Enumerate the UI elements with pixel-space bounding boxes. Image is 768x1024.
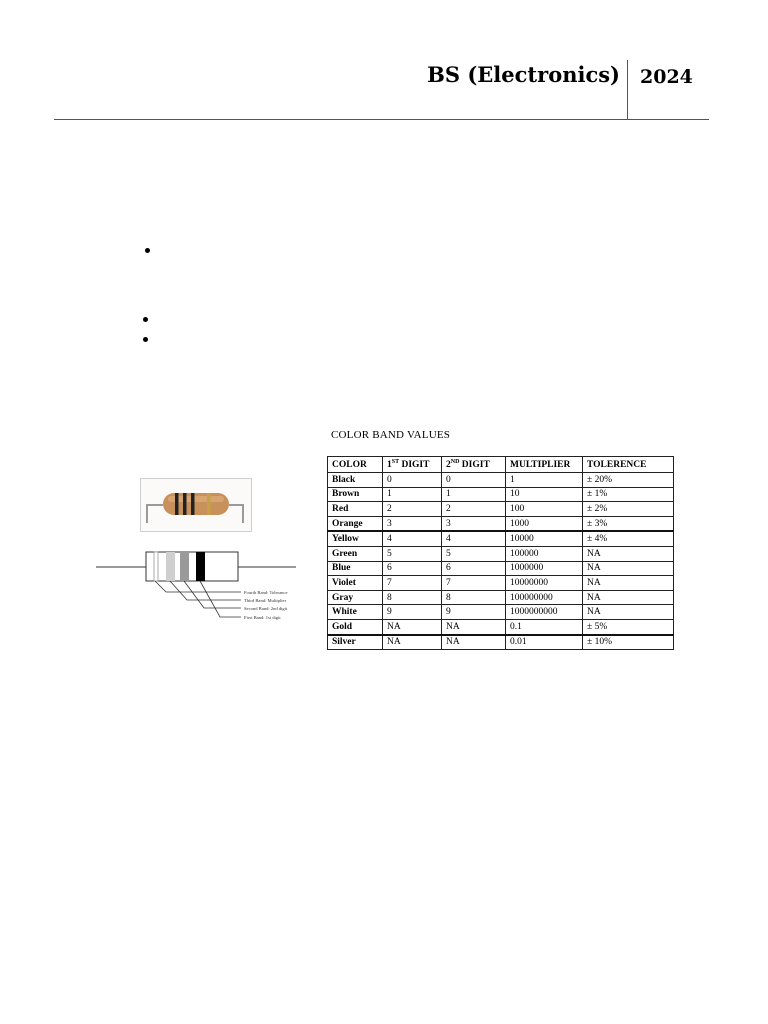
resistor-photo (140, 478, 252, 532)
cell-multiplier: 10000 (506, 531, 583, 546)
cell-second-digit: 9 (442, 605, 506, 620)
cell-first-digit: 9 (383, 605, 442, 620)
table-row (328, 619, 674, 634)
cell-first-digit: 3 (383, 516, 442, 531)
cell-tolerance: ± 1% (583, 487, 674, 502)
table-caption: COLOR BAND VALUES (331, 429, 451, 441)
cell-color: Black (328, 473, 383, 488)
cell-tolerance: NA (583, 561, 674, 576)
cell-first-digit: NA (383, 635, 442, 650)
cell-second-digit: NA (442, 619, 506, 634)
table-row (328, 531, 674, 546)
cell-color: White (328, 605, 383, 620)
col-first-sup: ST (391, 458, 400, 465)
cell-tolerance: NA (583, 590, 674, 605)
cell-second-digit: NA (442, 635, 506, 650)
diagram-label: Fourth Band: Tolerance (244, 590, 288, 595)
cell-multiplier: 1 (506, 473, 583, 488)
cell-tolerance: NA (583, 546, 674, 561)
cell-tolerance: NA (583, 605, 674, 620)
bullet-point (143, 317, 148, 322)
col-second-sup: ND (450, 458, 460, 465)
resistor-band-diagram (96, 540, 306, 630)
cell-first-digit: 2 (383, 502, 442, 517)
diagram-label: Second Band: 2nd digit (244, 606, 288, 611)
cell-first-digit: 8 (383, 590, 442, 605)
cell-tolerance: NA (583, 576, 674, 591)
col-second-rest: DIGIT (461, 460, 490, 471)
table-header-row (328, 457, 674, 473)
cell-multiplier: 100000000 (506, 590, 583, 605)
col-color: COLOR (328, 457, 383, 473)
cell-color: Red (328, 502, 383, 517)
cell-color: Brown (328, 487, 383, 502)
table-row (328, 473, 674, 488)
table-row (328, 561, 674, 576)
cell-multiplier: 0.01 (506, 635, 583, 650)
table-row (328, 605, 674, 620)
cell-tolerance: ± 10% (583, 635, 674, 650)
bullet-point (145, 248, 150, 253)
table-row (328, 502, 674, 517)
cell-first-digit: 1 (383, 487, 442, 502)
cell-multiplier: 0.1 (506, 619, 583, 634)
cell-second-digit: 4 (442, 531, 506, 546)
cell-color: Yellow (328, 531, 383, 546)
cell-second-digit: 2 (442, 502, 506, 517)
col-first-digit (383, 457, 442, 473)
cell-second-digit: 3 (442, 516, 506, 531)
cell-multiplier: 100000 (506, 546, 583, 561)
cell-first-digit: 5 (383, 546, 442, 561)
header-year: 2024 (640, 66, 693, 88)
cell-tolerance: ± 3% (583, 516, 674, 531)
cell-multiplier: 1000000 (506, 561, 583, 576)
cell-first-digit: 6 (383, 561, 442, 576)
cell-first-digit: NA (383, 619, 442, 634)
resistor-diagram-icon (96, 540, 306, 626)
color-band-table (327, 456, 674, 650)
cell-tolerance: ± 20% (583, 473, 674, 488)
cell-multiplier: 10000000 (506, 576, 583, 591)
table-row (328, 546, 674, 561)
table-row (328, 516, 674, 531)
cell-color: Gray (328, 590, 383, 605)
diagram-label: Third Band: Multiplier (244, 598, 287, 603)
table-body (328, 473, 674, 650)
cell-color: Orange (328, 516, 383, 531)
cell-multiplier: 1000000000 (506, 605, 583, 620)
col-second-num: 2 (446, 460, 451, 471)
bullet-point (143, 337, 148, 342)
cell-color: Blue (328, 561, 383, 576)
cell-tolerance: ± 2% (583, 502, 674, 517)
cell-multiplier: 1000 (506, 516, 583, 531)
col-first-rest: DIGIT (401, 460, 430, 471)
cell-multiplier: 100 (506, 502, 583, 517)
cell-first-digit: 0 (383, 473, 442, 488)
cell-color: Green (328, 546, 383, 561)
cell-color: Violet (328, 576, 383, 591)
cell-tolerance: ± 5% (583, 619, 674, 634)
table-row (328, 576, 674, 591)
cell-color: Silver (328, 635, 383, 650)
cell-first-digit: 4 (383, 531, 442, 546)
cell-second-digit: 6 (442, 561, 506, 576)
table-row (328, 590, 674, 605)
cell-second-digit: 8 (442, 590, 506, 605)
table-row (328, 487, 674, 502)
diagram-label: First Band: 1st digit (244, 615, 281, 620)
col-first-num: 1 (387, 460, 392, 471)
cell-multiplier: 10 (506, 487, 583, 502)
cell-second-digit: 7 (442, 576, 506, 591)
cell-tolerance: ± 4% (583, 531, 674, 546)
cell-second-digit: 5 (442, 546, 506, 561)
header-divider-horizontal (54, 119, 709, 120)
col-tolerance: TOLERENCE (583, 457, 674, 473)
resistor-photo-icon (141, 479, 251, 531)
cell-second-digit: 1 (442, 487, 506, 502)
col-multiplier: MULTIPLIER (506, 457, 583, 473)
header-divider-vertical (627, 60, 628, 120)
cell-first-digit: 7 (383, 576, 442, 591)
cell-second-digit: 0 (442, 473, 506, 488)
table-row (328, 635, 674, 650)
header-title: BS (Electronics) (427, 62, 620, 87)
cell-color: Gold (328, 619, 383, 634)
col-second-digit (442, 457, 506, 473)
